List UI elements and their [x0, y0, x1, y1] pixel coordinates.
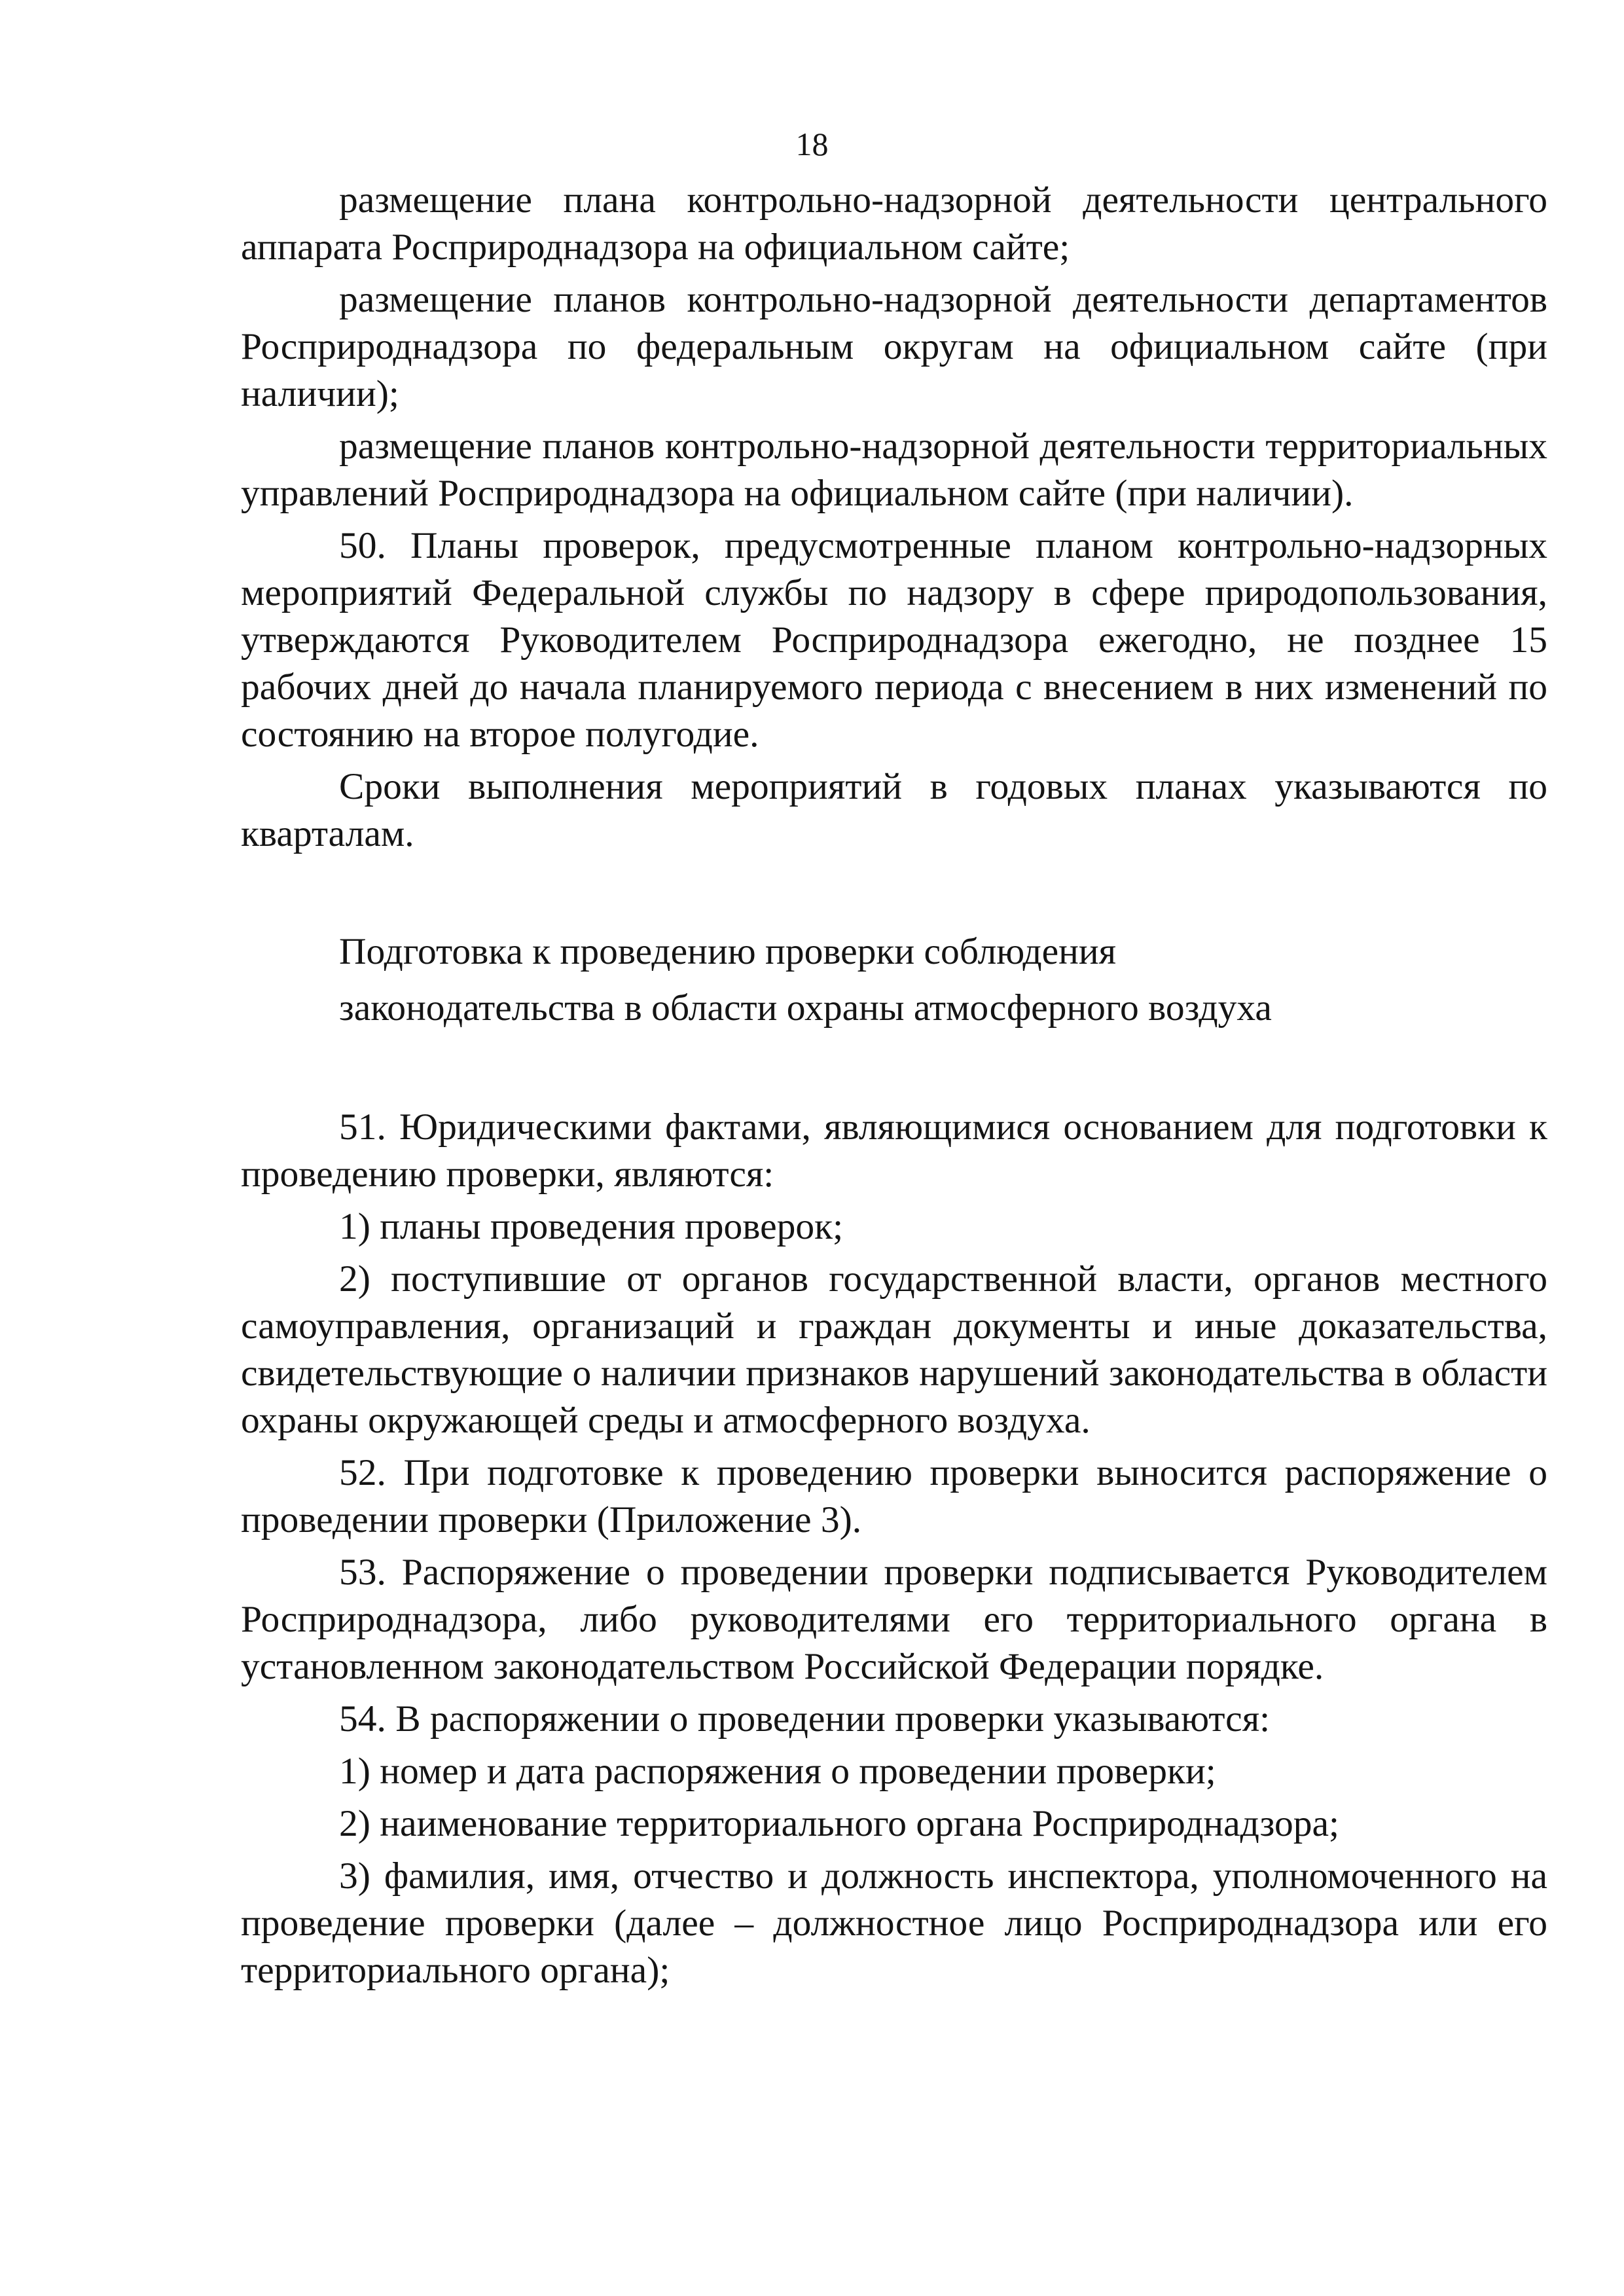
list-item-54-1: 1) номер и дата распоряжения о проведении проверки; — [339, 1751, 1216, 1792]
list-item-51-1: 1) планы проведения проверок; — [339, 1206, 844, 1247]
paragraph-item-51: 51. Юридическими фактами, являющимися основанием для подготовки к проведению проверки, являются: — [241, 1106, 1547, 1195]
paragraph-deadlines: Сроки выполнения мероприятий в годовых планах указываются по кварталам. — [241, 766, 1547, 854]
paragraph-department-plans: размещение планов контрольно-надзорной деятельности департаментов Росприроднадзора по федеральным округам на официальном сайте (при наличии); — [241, 279, 1547, 414]
section-heading-line-1: Подготовка к проведению проверки соблюдения — [339, 931, 1117, 972]
paragraph-item-52: 52. При подготовке к проведению проверки выносится распоряжение о проведении проверки (Приложение 3). — [241, 1452, 1547, 1540]
paragraph-item-50: 50. Планы проверок, предусмотренные планом контрольно-надзорных мероприятий Федеральной службы по надзору в сфере природопользования, утверждаются Руководителем Росприроднадзора ежегодно, не позднее 15 рабочих дней до начала планируемого периода с внесением в них изменений по состоянию на второе полугодие. — [241, 525, 1547, 755]
paragraph-item-54: 54. В распоряжении о проведении проверки указываются: — [339, 1698, 1271, 1740]
section-heading — [241, 928, 1547, 1032]
paragraph-item-53: 53. Распоряжение о проведении проверки подписывается Руководителем Росприроднадзора, либо руководителями его территориального органа в установленном законодательством Российской Федерации порядке. — [241, 1552, 1547, 1687]
paragraph-central-plan: размещение плана контрольно-надзорной деятельности центрального аппарата Росприроднадзора на официальном сайте; — [241, 179, 1547, 268]
list-item-54-3: 3) фамилия, имя, отчество и должность инспектора, уполномоченного на проведение проверки (далее – должностное лицо Росприроднадзора или его территориального органа); — [241, 1855, 1547, 1991]
document-body — [241, 177, 1547, 1999]
list-item-51-2: 2) поступившие от органов государственной власти, органов местного самоуправления, организаций и граждан документы и иные доказательства, свидетельствующие о наличии признаков нарушений законодательства в области охраны окружающей среды и атмосферного воздуха. — [241, 1258, 1547, 1441]
paragraph-territorial-plans: размещение планов контрольно-надзорной деятельности территориальных управлений Росприроднадзора на официальном сайте (при наличии). — [241, 426, 1547, 514]
section-heading-line-2: законодательства в области охраны атмосферного воздуха — [339, 987, 1272, 1029]
list-item-54-2: 2) наименование территориального органа Росприроднадзора; — [339, 1803, 1339, 1844]
page-number: 18 — [795, 126, 829, 162]
